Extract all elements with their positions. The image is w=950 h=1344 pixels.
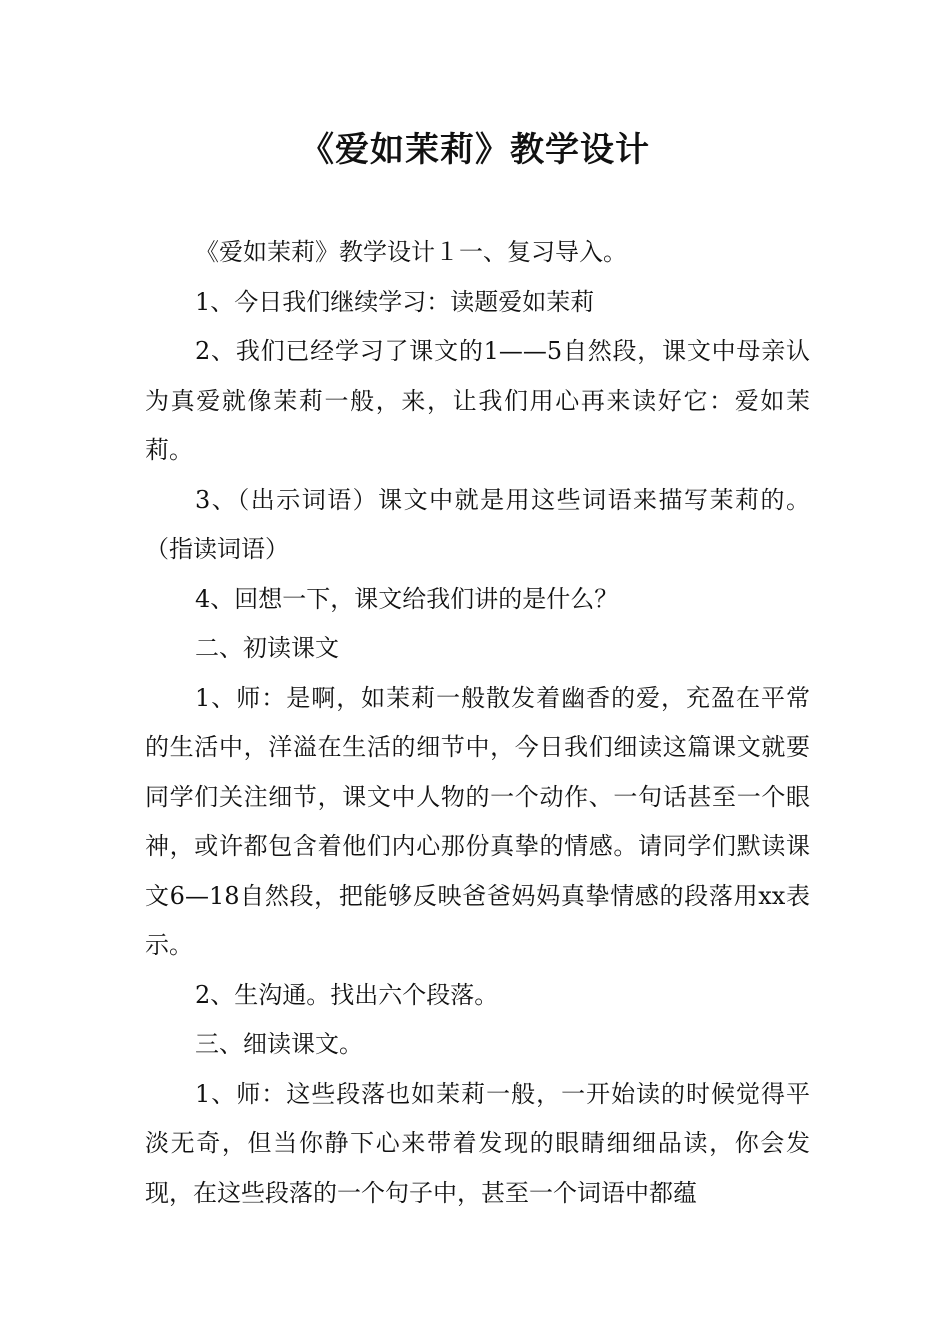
paragraph-3: 2、我们已经学习了课文的1——5自然段，课文中母亲认为真爱就像茉莉一般，来，让我们用心再来读好它：爱如茉莉。	[145, 337, 810, 464]
paragraph-9: 三、细读课文。	[195, 1030, 363, 1058]
paragraph-7: 1、师：是啊，如茉莉一般散发着幽香的爱，充盈在平常的生活中，洋溢在生活的细节中，今日我们细读这篇课文就要同学们关注细节，课文中人物的一个动作、一句话甚至一个眼神，或许都包含着他们内心那份真挚的情感。请同学们默读课文6—18自然段，把能够反映爸爸妈妈真挚情感的段落用xx表示。	[145, 683, 810, 959]
document-title: 《爱如茉莉》教学设计	[300, 130, 650, 170]
paragraph-2: 1、今日我们继续学习：读题爱如茉莉	[195, 287, 595, 316]
paragraph-6: 二、初读课文	[195, 634, 339, 662]
document-body	[145, 228, 810, 1218]
paragraph-8: 2、生沟通。找出六个段落。	[195, 980, 499, 1009]
paragraph-1: 《爱如茉莉》教学设计１一、复习导入。	[195, 238, 627, 266]
paragraph-4: 3、（出示词语）课文中就是用这些词语来描写茉莉的。（指读词语）	[145, 485, 810, 563]
paragraph-5: 4、回想一下，课文给我们讲的是什么？	[195, 584, 619, 613]
paragraph-10: 1、师：这些段落也如茉莉一般，一开始读的时候觉得平淡无奇，但当你静下心来带着发现的眼睛细细品读，你会发现，在这些段落的一个句子中，甚至一个词语中都蕴	[145, 1079, 810, 1207]
